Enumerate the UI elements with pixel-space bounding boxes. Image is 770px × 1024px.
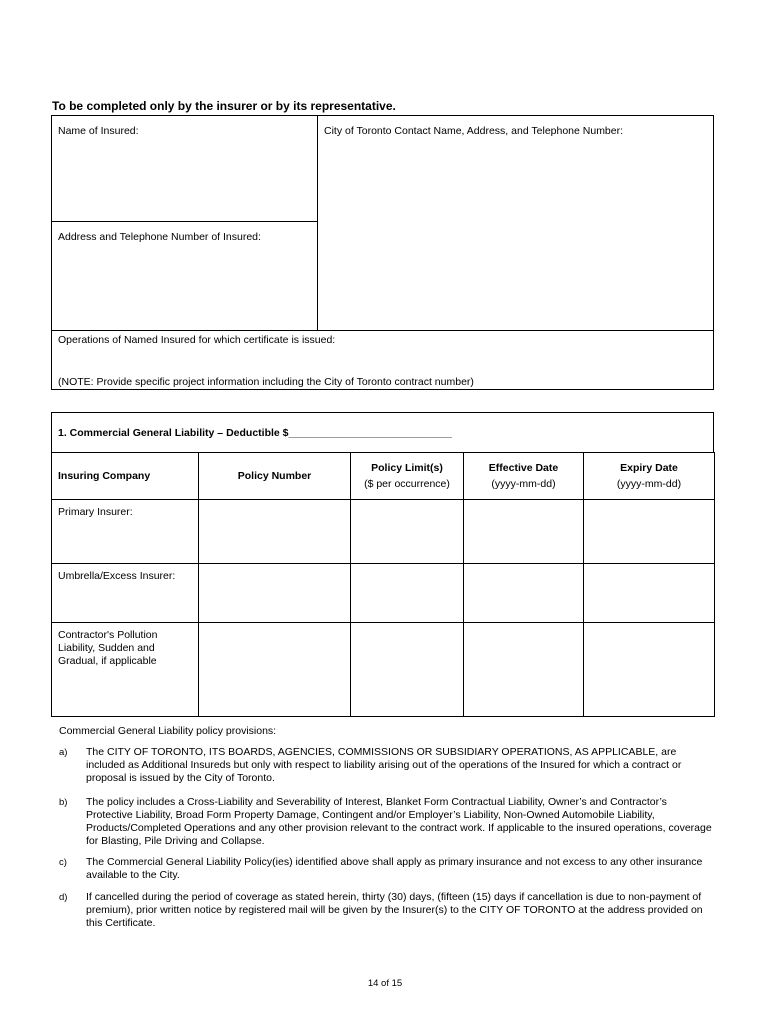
table-row: [52, 564, 715, 623]
column-header: Policy Limit(s) ($ per occurrence): [351, 453, 464, 500]
insured-info-box: [51, 115, 714, 390]
city-contact-field[interactable]: City of Toronto Contact Name, Address, and Telephone Number:: [324, 125, 624, 137]
row-label: Contractor's Pollution Liability, Sudden and Gradual, if applicable: [52, 623, 199, 717]
table-cell[interactable]: [351, 500, 464, 564]
address-of-insured-field[interactable]: Address and Telephone Number of Insured:: [58, 231, 261, 243]
column-header: Effective Date (yyyy-mm-dd): [464, 453, 584, 500]
row-label: Primary Insurer:: [52, 500, 199, 564]
column-header: Expiry Date (yyyy-mm-dd): [584, 453, 715, 500]
table-cell[interactable]: [464, 500, 584, 564]
table-cell[interactable]: [584, 623, 715, 717]
row-label: Umbrella/Excess Insurer:: [52, 564, 199, 623]
table-cell[interactable]: [464, 564, 584, 623]
table-cell[interactable]: [351, 623, 464, 717]
cgl-table: [51, 452, 715, 717]
divider: [317, 115, 318, 331]
table-cell[interactable]: [199, 564, 351, 623]
operations-field[interactable]: Operations of Named Insured for which certificate is issued:: [58, 334, 336, 346]
column-header: Insuring Company: [52, 453, 199, 500]
provision-text: The Commercial General Liability Policy(ies) identified above shall apply as primary insurance and not excess to any other insurance available to the City.: [86, 856, 703, 881]
form-heading: To be completed only by the insurer or by its representative.: [52, 99, 396, 113]
table-header-row: [52, 453, 715, 500]
provisions-title: Commercial General Liability policy provisions:: [59, 725, 277, 737]
operations-note: (NOTE: Provide specific project information including the City of Toronto contract number): [58, 376, 474, 388]
provision-marker: a): [59, 747, 68, 758]
provision-text: The policy includes a Cross-Liability and Severability of Interest, Blanket Form Contractual Liability, Owner’s and Contractor’s Protective Liability, Broad Form Property Damage, Contingent and/or Employer’s Liability, Non-Owned Automobile Liability, Products/Completed Operations and any other provision relevant to the contract work. If applicable to the insured operations, coverage for Blasting, Pile Driving and Collapse.: [86, 796, 712, 847]
table-cell[interactable]: [584, 500, 715, 564]
table-cell[interactable]: [464, 623, 584, 717]
name-of-insured-field[interactable]: Name of Insured:: [58, 125, 139, 137]
table-cell[interactable]: [199, 500, 351, 564]
provision-text: The CITY OF TORONTO, ITS BOARDS, AGENCIES, COMMISSIONS OR SUBSIDIARY OPERATIONS, AS APPLICABLE, are included as Additional Insureds but only with respect to liability arising out of the operations of the Insured for which a contract or proposal is issued by the City of Toronto.: [86, 746, 682, 784]
provision-marker: c): [59, 857, 67, 868]
table-row: [52, 623, 715, 717]
table-row: [52, 500, 715, 564]
provision-marker: d): [59, 892, 68, 903]
table-cell[interactable]: [199, 623, 351, 717]
divider: [51, 330, 714, 331]
table-cell[interactable]: [584, 564, 715, 623]
page-number: 14 of 15: [367, 978, 403, 989]
divider: [51, 221, 317, 222]
column-header: Policy Number: [199, 453, 351, 500]
table-cell[interactable]: [351, 564, 464, 623]
provision-marker: b): [59, 797, 68, 808]
cgl-title[interactable]: 1. Commercial General Liability – Deductible $____________________________: [58, 427, 453, 439]
provision-text: If cancelled during the period of coverage as stated herein, thirty (30) days, (fifteen (15) days if cancellation is due to non-payment of premium), prior written notice by registered mail will be given by the Insurer(s) to the CITY OF TORONTO at the address provided on this Certificate.: [86, 891, 703, 929]
